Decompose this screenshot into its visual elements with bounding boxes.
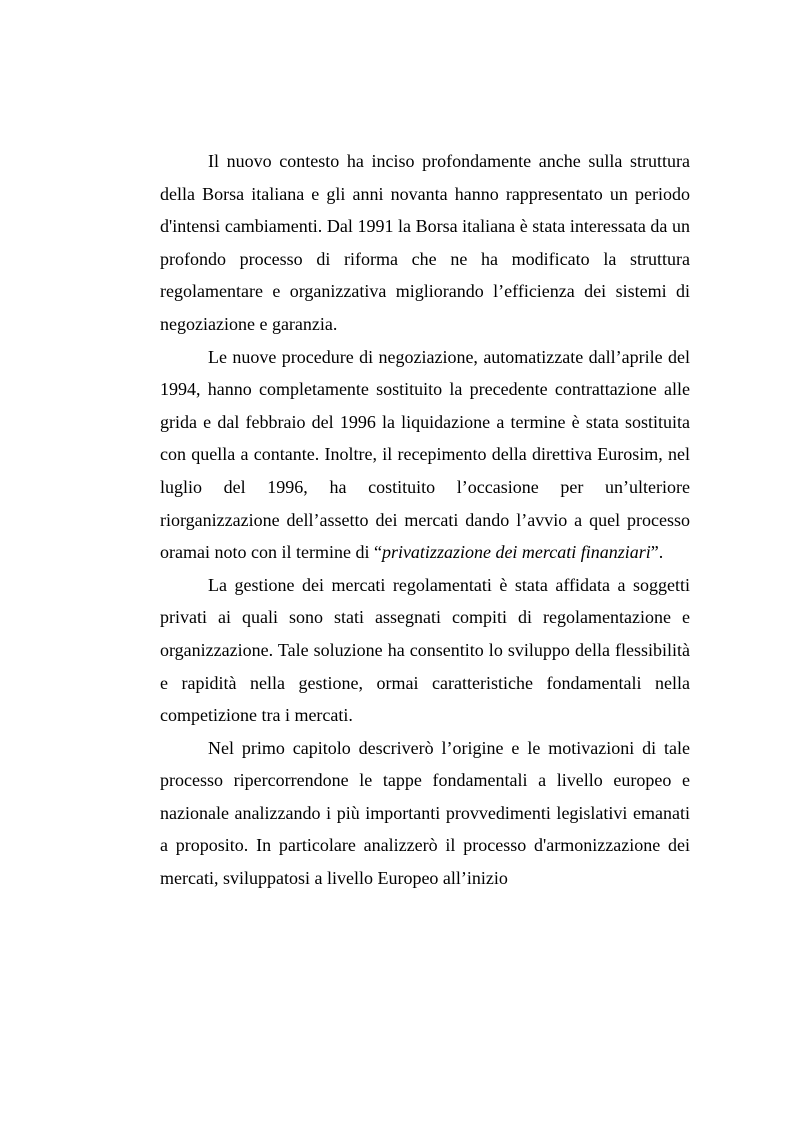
paragraph-2-text-end: ”. — [650, 542, 664, 563]
paragraph-2-text: Le nuove procedure di negoziazione, automatizzate dall’aprile del 1994, hanno completamente sostituito la precedente contrattazione alle grida e dal febbraio del 1996 la liquidazione a termine è stata sostituita con quella a contante. Inoltre, il recepimento della direttiva Eurosim, nel luglio del 1996, ha costituito l’occasione per un’ulteriore riorganizzazione dell’assetto dei mercati dando l’avvio a quel processo oramai noto con il termine di “ — [160, 346, 690, 563]
paragraph-2 — [160, 341, 690, 569]
paragraph-2-italic-term: privatizzazione dei mercati finanziari — [381, 542, 651, 563]
paragraph-3-text: La gestione dei mercati regolamentati è stata affidata a soggetti privati ai quali sono stati assegnati compiti di regolamentazione e organizzazione. Tale soluzione ha consentito lo sviluppo della flessibilità e rapidità nella gestione, ormai caratteristiche fondamentali nella competizione tra i mercati. — [160, 574, 690, 726]
paragraph-4-text: Nel primo capitolo descriverò l’origine e le motivazioni di tale processo ripercorrendone le tappe fondamentali a livello europeo e nazionale analizzando i più importanti provvedimenti legislativi emanati a proposito. In particolare analizzerò il processo d'armonizzazione dei mercati, sviluppatosi a livello Europeo all’inizio — [160, 737, 690, 889]
paragraph-1-text: Il nuovo contesto ha inciso profondamente anche sulla struttura della Borsa italiana e gli anni novanta hanno rappresentato un periodo d'intensi cambiamenti. Dal 1991 la Borsa italiana è stata interessata da un profondo processo di riforma che ne ha modificato la struttura regolamentare e organizzativa migliorando l’efficienza dei sistemi di negoziazione e garanzia. — [160, 151, 690, 334]
paragraph-3 — [160, 569, 690, 732]
paragraph-4 — [160, 732, 690, 895]
document-page — [160, 145, 690, 895]
paragraph-1 — [160, 145, 690, 341]
